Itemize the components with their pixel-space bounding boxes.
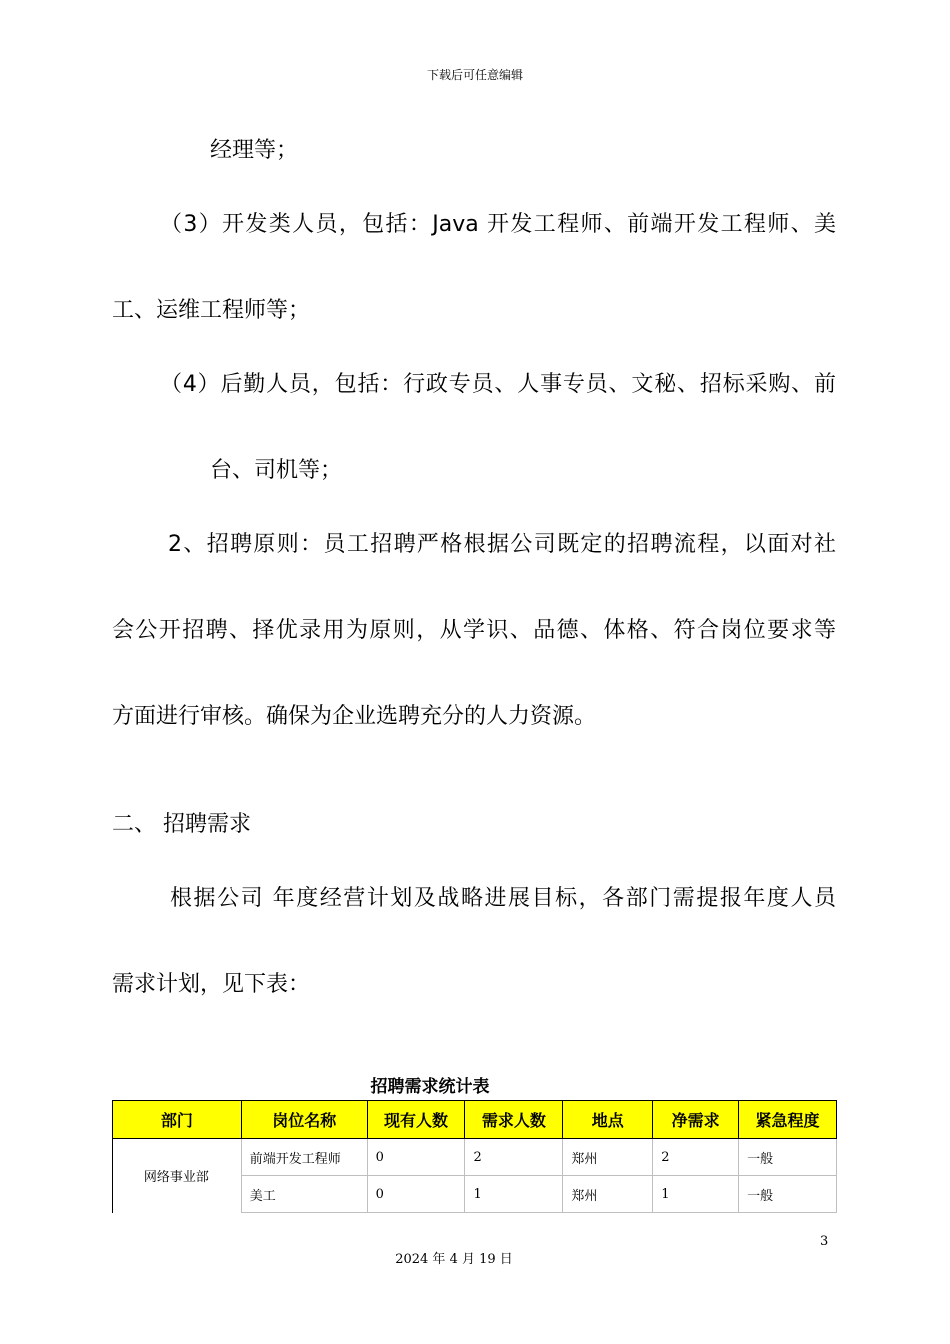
body-line-2: （3）开发类人员，包括：Java 开发工程师、前端开发工程师、美	[160, 212, 836, 237]
body-line-1: 经理等；	[210, 138, 299, 163]
header-cell: 现有人数	[367, 1101, 465, 1139]
table-cell: 前端开发工程师	[241, 1139, 367, 1176]
table-cell: 0	[367, 1139, 465, 1176]
body-line-3: 工、运维工程师等；	[112, 298, 311, 323]
recruitment-table	[112, 1100, 837, 1213]
table-cell: 0	[367, 1176, 465, 1213]
table-cell: 一般	[739, 1139, 837, 1176]
body-line-8: 方面进行审核。确保为企业选聘充分的人力资源。	[112, 704, 597, 729]
table-cell: 郑州	[563, 1176, 653, 1213]
body-line-10: 需求计划，见下表：	[112, 972, 311, 997]
body-line-6: 2、招聘原则：员工招聘严格根据公司既定的招聘流程，以面对社	[168, 532, 836, 557]
table-cell: 1	[653, 1176, 739, 1213]
section-heading: 二、 招聘需求	[112, 812, 251, 837]
body-line-7: 会公开招聘、择优录用为原则，从学识、品德、体格、符合岗位要求等	[112, 618, 836, 643]
body-line-5: 台、司机等；	[210, 458, 343, 483]
table-cell: 1	[465, 1176, 563, 1213]
table-title: 招聘需求统计表	[370, 1077, 490, 1097]
table-cell: 2	[653, 1139, 739, 1176]
table-cell: 美工	[241, 1176, 367, 1213]
header-cell: 紧急程度	[739, 1101, 837, 1139]
table-header-row	[113, 1101, 837, 1139]
table-cell: 郑州	[563, 1139, 653, 1176]
header-cell: 需求人数	[465, 1101, 563, 1139]
table-cell: 2	[465, 1139, 563, 1176]
body-line-4: （4）后勤人员，包括：行政专员、人事专员、文秘、招标采购、前	[160, 372, 836, 397]
header-cell: 岗位名称	[241, 1101, 367, 1139]
department-cell: 网络事业部	[113, 1139, 242, 1213]
table-cell: 一般	[739, 1176, 837, 1213]
header-cell: 净需求	[653, 1101, 739, 1139]
body-line-9: 根据公司 年度经营计划及战略进展目标，各部门需提报年度人员	[170, 886, 836, 911]
page-header: 下载后可任意编辑	[426, 68, 523, 82]
header-cell: 地点	[563, 1101, 653, 1139]
header-cell: 部门	[113, 1101, 242, 1139]
footer-date: 2024 年 4 月 19 日	[395, 1252, 513, 1267]
page-number: 3	[820, 1234, 829, 1249]
table-row	[113, 1139, 837, 1176]
